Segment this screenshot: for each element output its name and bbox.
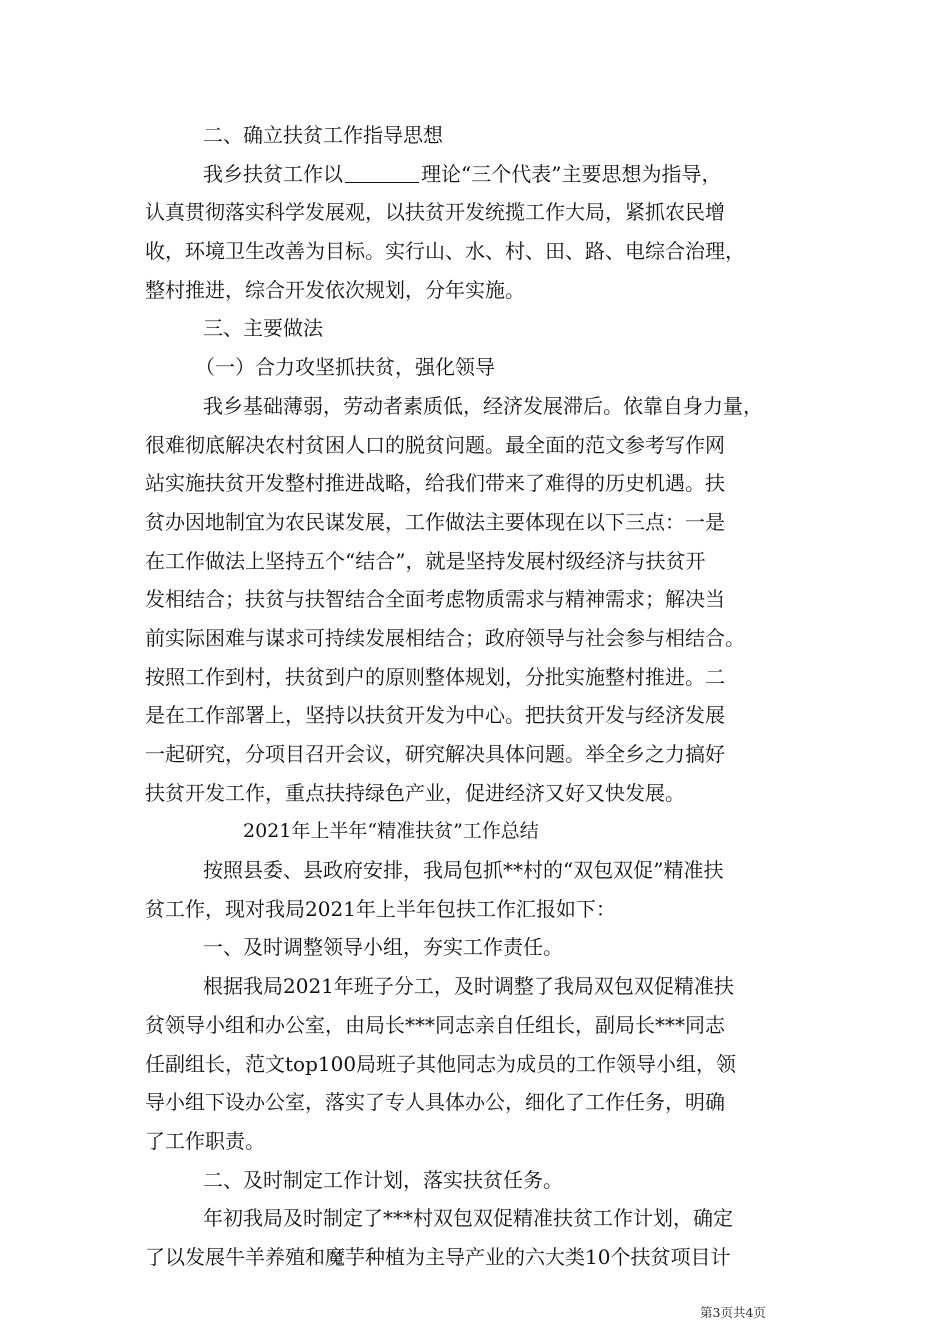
- paragraph-line: 很难彻底解决农村贫困人口的脱贫问题。最全面的范文参考写作网: [145, 432, 725, 457]
- section-heading: 三、主要做法: [203, 316, 323, 341]
- paragraph-line: 一起研究，分项目召开会议，研究解决具体问题。举全乡之力搞好: [145, 742, 725, 766]
- paragraph-line: 了以发展牛羊养殖和魔芋种植为主导产业的六大类10个扶贫项目计: [145, 1244, 731, 1269]
- section-heading: 二、及时制定工作计划，落实扶贫任务。: [203, 1167, 563, 1192]
- paragraph-line: 我乡扶贫工作以 理论“三个代表”主要思想为指导，: [203, 161, 722, 186]
- paragraph-line: 年初我局及时制定了***村双包双促精准扶贫工作计划，确定: [203, 1206, 733, 1231]
- section-heading: 一、及时调整领导小组，夯实工作责任。: [203, 935, 563, 960]
- document-body: [145, 116, 825, 1277]
- paragraph-line: 按照县委、县政府安排，我局包抓**村的“双包双促”精准扶: [203, 858, 724, 883]
- paragraph-line: 按照工作到村，扶贫到户的原则整体规划，分批实施整村推进。二: [145, 664, 725, 689]
- section-heading: 二、确立扶贫工作指导思想: [203, 123, 443, 147]
- paragraph-line: 任副组长，范文top100局班子其他同志为成员的工作领导小组，领: [145, 1051, 737, 1076]
- paragraph-line: 根据我局2021年班子分工，及时调整了我局双包双促精准扶: [203, 974, 734, 999]
- paragraph-line: 贫工作，现对我局2021年上半年包扶工作汇报如下：: [145, 896, 616, 921]
- paragraph-line: 贫领导小组和办公室，由局长***同志亲自任组长，副局长***同志: [145, 1012, 725, 1037]
- paragraph-line: 在工作做法上坚持五个“结合”，就是坚持发展村级经济与扶贫开: [145, 548, 706, 573]
- paragraph-line: 导小组下设办公室，落实了专人具体办公，细化了工作任务，明确: [145, 1090, 725, 1115]
- fill-in-blank: [345, 162, 419, 183]
- paragraph-line: 是在工作部署上，坚持以扶贫开发为中心。把扶贫开发与经济发展: [145, 703, 725, 728]
- document-title: 2021年上半年“精准扶贫”工作总结: [243, 820, 539, 843]
- paragraph-line: 我乡基础薄弱，劳动者素质低，经济发展滞后。依靠自身力量，: [203, 393, 763, 418]
- paragraph-line: 认真贯彻落实科学发展观，以扶贫开发统揽工作大局，紧抓农民增: [145, 200, 725, 225]
- paragraph-line: 站实施扶贫开发整村推进战略，给我们带来了难得的历史机遇。扶: [145, 471, 725, 496]
- paragraph-line: 贫办因地制宜为农民谋发展，工作做法主要体现在以下三点：一是: [145, 509, 725, 534]
- paragraph-line: 发相结合；扶贫与扶智结合全面考虑物质需求与精神需求；解决当: [145, 587, 725, 612]
- paragraph-line: 了工作职责。: [145, 1128, 265, 1153]
- subsection-heading: （一）合力攻坚抓扶贫，强化领导: [195, 355, 495, 380]
- paragraph-line: 收，环境卫生改善为目标。实行山、水、村、田、路、电综合治理，: [145, 239, 745, 264]
- page-number: 第3页共4页: [700, 1305, 766, 1320]
- paragraph-line: 前实际困难与谋求可持续发展相结合；政府领导与社会参与相结合。: [145, 625, 745, 650]
- paragraph-line: 扶贫开发工作，重点扶持绿色产业，促进经济又好又快发展。: [145, 780, 685, 805]
- paragraph-line: 整村推进，综合开发依次规划，分年实施。: [145, 277, 525, 302]
